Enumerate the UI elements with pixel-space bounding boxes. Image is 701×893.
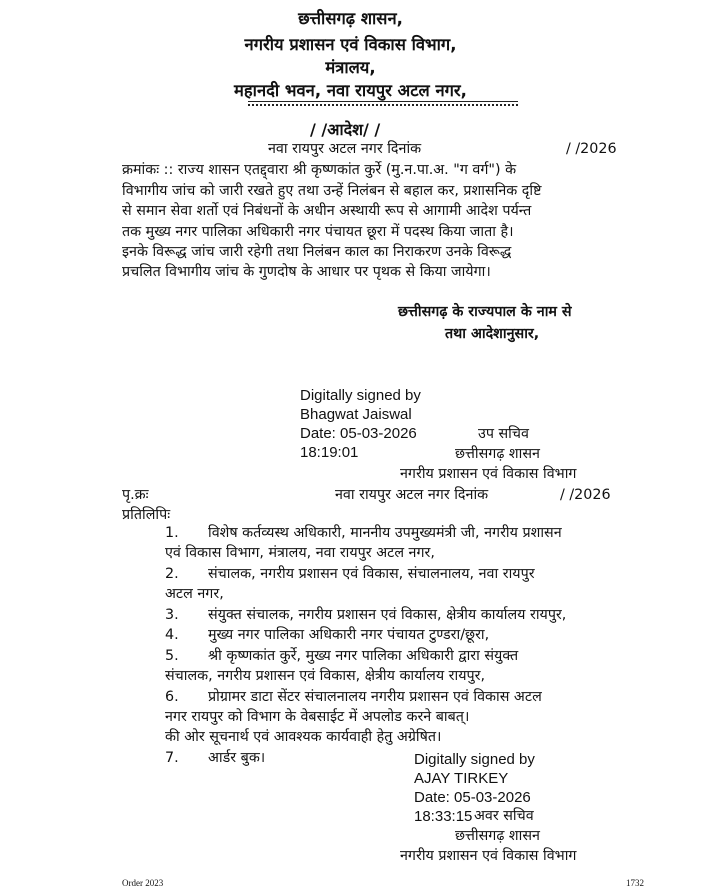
sign-2-dept: नगरीय प्रशासन एवं विकास विभाग: [400, 848, 577, 864]
order-date-blank: / /2026: [566, 141, 617, 157]
copy-item-number: 4.: [165, 627, 179, 643]
signature-2-line: AJAY TIRKEY: [414, 770, 509, 787]
copy-item-number: 1.: [165, 525, 179, 541]
sign-2-designation: अवर सचिव: [474, 808, 534, 824]
sign-2-govt: छत्तीसगढ़ शासन: [455, 828, 540, 844]
paragraph-line: से समान सेवा शर्तो एवं निबंधनों के अधीन अस्थायी रूप से आगामी आदेश पर्यन्त: [122, 203, 532, 219]
sign-1-govt: छत्तीसगढ़ शासन: [455, 446, 540, 462]
copy-item-text: अटल नगर,: [165, 586, 224, 602]
endorsement-label: पृ.क्रः: [122, 487, 149, 503]
signature-1-line: Digitally signed by: [300, 387, 421, 404]
paragraph-line: इनके विरूद्ध जांच जारी रहेगी तथा निलंबन काल का निराकरण उनके विरूद्ध: [122, 244, 512, 260]
header-dotted-rule: [248, 104, 518, 106]
signature-1-line: Bhagwat Jaiswal: [300, 406, 412, 423]
signature-1-line: 18:19:01: [300, 444, 359, 461]
copy-item-text: विशेष कर्तव्यस्थ अधिकारी, माननीय उपमुख्यमंत्री जी, नगरीय प्रशासन: [208, 525, 562, 541]
header-line-3: मंत्रालय,: [325, 58, 376, 77]
header-line-2: नगरीय प्रशासन एवं विकास विभाग,: [244, 35, 457, 54]
governor-line-1: छत्तीसगढ़ के राज्यपाल के नाम से: [398, 304, 572, 320]
copy-label: प्रतिलिपिः: [122, 507, 171, 523]
governor-line-2: तथा आदेशानुसार,: [445, 326, 540, 342]
header-line-4: महानदी भवन, नवा रायपुर अटल नगर,: [234, 81, 467, 100]
copy-item-number: 5.: [165, 648, 179, 664]
signature-2-line: 18:33:15: [414, 808, 473, 825]
sign-1-dept: नगरीय प्रशासन एवं विकास विभाग: [400, 466, 577, 482]
copy-item-number: 3.: [165, 607, 179, 623]
paragraph-line: विभागीय जांच को जारी रखते हुए तथा उन्हें निलंबन से बहाल कर, प्रशासनिक दृष्टि: [122, 183, 542, 199]
sign-1-designation: उप सचिव: [478, 426, 529, 442]
copy-item-text: प्रोग्रामर डाटा सेंटर संचालनालय नगरीय प्रशासन एवं विकास अटल: [208, 689, 542, 705]
copy-item-text: संचालक, नगरीय प्रशासन एवं विकास, क्षेत्रीय कार्यालय रायपुर,: [165, 668, 486, 684]
copy-item-number: 6.: [165, 689, 179, 705]
signature-1-line: Date: 05-03-2026: [300, 425, 417, 442]
copy-item-text: एवं विकास विभाग, मंत्रालय, नवा रायपुर अटल नगर,: [165, 545, 435, 561]
signature-2-line: Digitally signed by: [414, 751, 535, 768]
footer-left: Order 2023: [122, 878, 164, 888]
copy-item-text: संचालक, नगरीय प्रशासन एवं विकास, संचालनालय, नवा रायपुर: [208, 566, 535, 582]
copy-item-text: नगर रायपुर को विभाग के वेबसाईट में अपलोड करने बाबत्।: [165, 709, 470, 725]
copy-item-number: 7.: [165, 750, 179, 766]
copy-item-text: आर्डर बुक।: [208, 750, 266, 766]
copy-item-text: श्री कृष्णकांत कुर्रे, मुख्य नगर पालिका अधिकारी द्वारा संयुक्त: [208, 648, 519, 664]
header-line-1: छत्तीसगढ़ शासन,: [298, 9, 403, 28]
footer-right: 1732: [626, 878, 644, 888]
paragraph-line: तक मुख्य नगर पालिका अधिकारी नगर पंचायत छूरा में पदस्थ किया जाता है।: [122, 224, 514, 240]
order-title: / /आदेश/ /: [310, 120, 381, 139]
endorsement-place-date: नवा रायपुर अटल नगर दिनांक: [335, 487, 489, 503]
paragraph-line: प्रचलित विभागीय जांच के गुणदोष के आधार पर पृथक से किया जायेगा।: [122, 264, 491, 280]
header-underline: [248, 101, 518, 102]
copy-item-number: 2.: [165, 566, 179, 582]
copy-item-text: संयुक्त संचालक, नगरीय प्रशासन एवं विकास, क्षेत्रीय कार्यालय रायपुर,: [208, 607, 567, 623]
info-line: की ओर सूचनार्थ एवं आवश्यक कार्यवाही हेतु अग्रेषित।: [165, 729, 442, 745]
order-place-date: नवा रायपुर अटल नगर दिनांक: [268, 141, 422, 157]
paragraph-line: क्रमांकः :: राज्य शासन एतद्द्वारा श्री कृष्णकांत कुर्रे (मु.न.पा.अ. "ग वर्ग") के: [122, 162, 517, 178]
signature-2-line: Date: 05-03-2026: [414, 789, 531, 806]
endorsement-date-blank: / /2026: [560, 487, 611, 503]
copy-item-text: मुख्य नगर पालिका अधिकारी नगर पंचायत टुण्डरा/छूरा,: [208, 627, 490, 643]
